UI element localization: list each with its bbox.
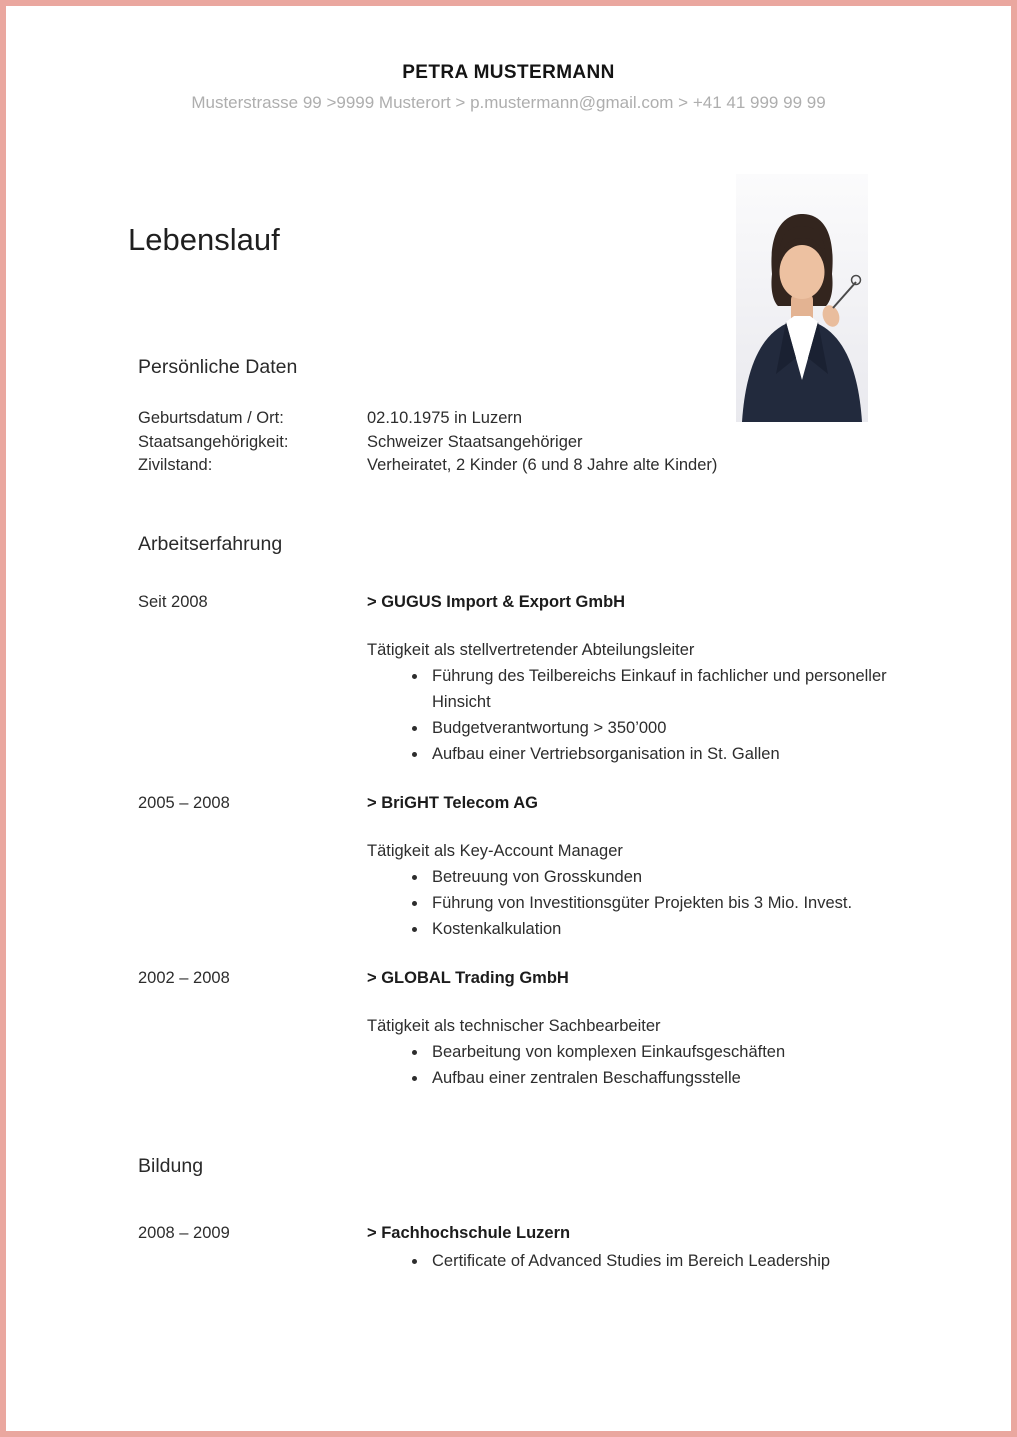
entry-company: > GLOBAL Trading GmbH (367, 968, 569, 987)
entry-school: > Fachhochschule Luzern (367, 1223, 571, 1242)
bullet-item: • Certificate of Advanced Studies im Bereich Leadership (428, 1248, 908, 1274)
section-heading-education: Bildung (138, 1154, 204, 1177)
entry-details (367, 790, 908, 942)
personal-value: 02.10.1975 in Luzern (367, 409, 523, 427)
entry-period: Seit 2008 (138, 592, 208, 611)
bullet-item: • Bearbeitung von komplexen Einkaufsgeschäften (428, 1039, 908, 1065)
document-header (6, 6, 1011, 113)
bullet-item: • Betreuung von Grosskunden (428, 864, 908, 890)
bullet-item: • Budgetverantwortung > 350’000 (428, 715, 908, 741)
personal-value: Verheiratet, 2 Kinder (6 und 8 Jahre alte Kinder) (367, 456, 718, 474)
entry-details (367, 589, 908, 767)
entry-details (367, 965, 908, 1091)
contact-line: Musterstrasse 99 >9999 Musterort > p.mustermann@gmail.com > +41 41 999 99 99 (191, 93, 826, 112)
entry-role: Tätigkeit als Key-Account Manager (367, 841, 623, 860)
personal-value: Schweizer Staatsangehöriger (367, 432, 583, 451)
personal-label: Staatsangehörigkeit: (138, 432, 289, 451)
experience-entry (138, 790, 900, 942)
cv-body (138, 356, 900, 1274)
entry-bullet-list (367, 1039, 908, 1091)
personal-data-table (138, 407, 900, 478)
entry-details (367, 1220, 908, 1274)
entry-period: 2008 – 2009 (138, 1223, 230, 1242)
experience-entry (138, 965, 900, 1091)
section-heading-experience: Arbeitserfahrung (138, 532, 283, 555)
entry-company: > GUGUS Import & Export GmbH (367, 592, 626, 611)
entry-bullet-list (367, 663, 908, 767)
entry-company: > BriGHT Telecom AG (367, 793, 538, 812)
bullet-item: • Aufbau einer Vertriebsorganisation in St. Gallen (428, 741, 908, 767)
education-entry (138, 1220, 900, 1274)
entry-role: Tätigkeit als stellvertretender Abteilungsleiter (367, 640, 695, 659)
page-title: Lebenslauf (128, 222, 280, 257)
personal-label: Zivilstand: (138, 456, 213, 474)
entry-bullet-list (367, 864, 908, 942)
person-name: PETRA MUSTERMANN (402, 62, 615, 83)
entry-role: Tätigkeit als technischer Sachbearbeiter (367, 1016, 661, 1035)
experience-entry (138, 589, 900, 767)
bullet-item: • Aufbau einer zentralen Beschaffungsstelle (428, 1065, 908, 1091)
bullet-item: • Führung des Teilbereichs Einkauf in fachlicher und personeller Hinsicht (428, 663, 908, 715)
personal-label: Geburtsdatum / Ort: (138, 409, 284, 427)
bullet-item: • Führung von Investitionsgüter Projekten bis 3 Mio. Invest. (428, 890, 908, 916)
bullet-item: • Kostenkalkulation (428, 916, 908, 942)
entry-period: 2005 – 2008 (138, 793, 230, 812)
entry-period: 2002 – 2008 (138, 968, 230, 987)
entry-bullet-list (367, 1248, 908, 1274)
section-heading-personal: Persönliche Daten (138, 356, 298, 378)
